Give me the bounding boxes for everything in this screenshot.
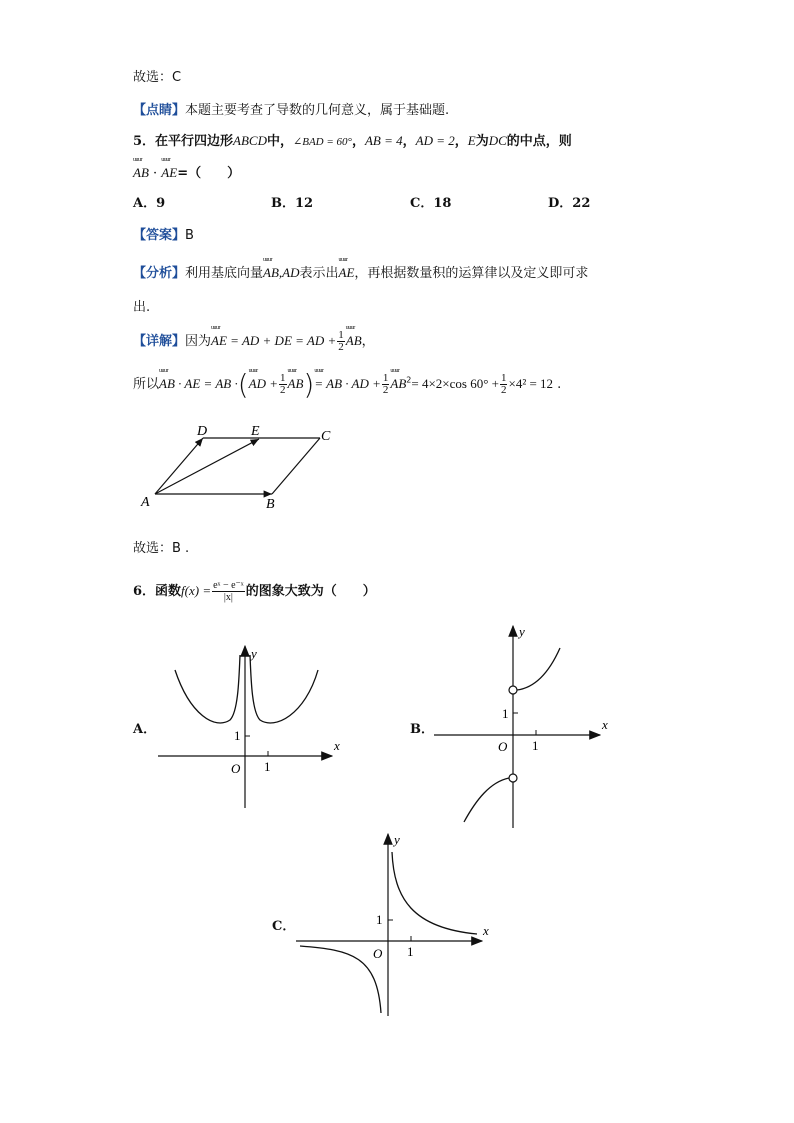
detail-eq2-a: uuur AB · AE = AB · [159,376,238,392]
q5-vec-ae: uuur AE [161,165,177,181]
graph-c-one-x: 1 [407,944,414,959]
q5-is: 为 [475,134,489,149]
detail-eq2-f: = 4×2×cos 60° + [411,376,499,391]
question-5-stem: 5．在平行四边形ABCD中，∠BAD = 60°，AB = 4，AD = 2，E为DC的中点，则 [133,133,572,149]
half-fraction: $\frac{1}{2}$ [500,372,507,396]
analysis-text-3: ，再根据数量积的运算律以及定义即可求 [354,266,589,281]
point-e-label: E [251,424,260,439]
q5-prefix: 5．在平行四边形 [133,134,234,149]
detail-eq2-d: uuur = AB · AD + [314,376,381,392]
graph-c-y-label: y [394,832,400,847]
graph-a [150,640,350,815]
detail-line-2: 所以uuur AB · AE = AB ·(uuur AD + $\frac{1}{2}$ uuur AB)uuur = AB · AD + $\frac{1}{2}$ uuur $AB^2= 4\times 2\times\cos$ 60° + $\frac{1}{2}$ ×4² = 12 . [133,368,561,401]
graph-a-left-branch [175,655,240,723]
q5-suffix: 的中点，则 [506,134,572,149]
point-d-label: D [197,424,208,439]
analysis-text-2: 表示出 [299,266,339,281]
detail-eq2-c: uuur AB [288,376,304,392]
graph-b-one-x: 1 [532,738,539,753]
comment-tag: 【点睛】 [133,103,186,118]
q5-ad: AD = 2 [415,133,455,148]
question-5-expression: uuur AB · uuur AE=（ ） [133,162,240,181]
question-6-stem [133,580,376,603]
option-c: C．18 [410,196,452,211]
graph-a-label: A． [133,722,157,737]
graph-c-origin: O [373,946,383,961]
analysis-line-2: 出. [133,300,151,315]
graph-a-one-y: 1 [234,728,241,743]
detail-because: 因为 [185,334,212,349]
graph-a-y-label: y [251,646,257,661]
vector-ae [155,439,259,494]
comment-text: 本题主要考查了导数的几何意义，属于基础题. [185,103,450,118]
vector-ad [155,438,203,494]
graph-b-one-y: 1 [502,706,509,721]
graph-c-one-y: 1 [376,912,383,927]
graph-b-origin: O [498,739,508,754]
parallelogram-figure [135,418,345,518]
answer-value: B [185,228,194,243]
graph-b [428,620,618,832]
option-a: A．9 [133,196,166,211]
analysis-vector-ae: uuur AE [339,265,355,281]
detail-eq2-b: uuur AD + [249,376,278,392]
analysis-tag: 【分析】 [133,266,186,281]
half-fraction: $\frac{1}{2}$ [280,372,286,396]
detail-eq1-ab: uuur AB [346,333,362,349]
half-fraction: $\frac{1}{2}$ [382,372,389,396]
graph-a-one-x: 1 [264,759,271,774]
half-fraction: $\frac{1}{2}$ [338,329,344,353]
graph-b-upper-branch [517,648,560,690]
answer-tag: 【答案】 [133,228,186,243]
detail-eq2-g: ×4² = 12 [508,376,554,391]
q5-ab: AB = 4 [364,133,403,148]
graph-c-right-branch [392,852,477,934]
option-d: D．22 [548,196,591,211]
graph-b-open-point-bottom [509,774,517,782]
graph-b-label: B． [410,722,434,737]
analysis-line [133,262,588,281]
detail-tag: 【详解】 [133,334,186,349]
graph-b-x-label: x [602,717,608,732]
detail-line-1: 【详解】因为uuur AE = AD + DE = AD + $\frac{1}{2}$ uuur AB， [133,330,375,353]
detail-so: 所以 [133,377,160,392]
graph-a-right-branch [250,655,318,723]
point-a-label: A [141,495,150,510]
graph-b-lower-branch [464,778,509,822]
graph-c [292,828,502,1020]
detail-eq1: uuur AE = AD + DE = AD + [211,333,336,349]
comment-line [133,99,449,118]
analysis-text-1: 利用基底向量 [185,266,264,281]
graph-b-y-label: y [519,624,525,639]
detail-eq2-e: uuur AB [390,376,406,392]
q5-e: E [467,133,476,148]
q5-blank: =（ ） [177,166,241,181]
previous-answer: 故选：C [133,70,182,85]
graph-c-label: C． [272,919,296,934]
q6-function: f(x) = [181,583,212,598]
q6-fraction: $\frac{\text{eˣ − e⁻ˣ}}{|x|}$ [213,580,244,603]
q5-angle: ∠BAD = 60° [293,136,352,148]
q6-prefix: 6．函数 [133,584,182,599]
answer-5-conclusion: 故选：B . [133,541,190,556]
graph-c-x-label: x [483,923,489,938]
graph-a-x-label: x [334,738,340,753]
side-cb [272,438,320,494]
q5-abcd: ABCD [233,133,267,148]
graph-a-origin: O [231,761,241,776]
point-b-label: B [266,497,275,512]
answer-line [133,224,194,243]
analysis-vectors: uuur AB,AD [263,265,299,281]
option-b: B．12 [271,196,314,211]
graph-c-left-branch [300,946,381,1013]
q5-dc: DC [488,133,507,148]
q6-suffix: 的图象大致为（ ） [245,584,376,599]
graph-b-open-point-top [509,686,517,694]
q5-vec-ab: uuur AB [133,165,149,181]
q5-mid: 中， [267,134,294,149]
point-c-label: C [321,429,331,444]
